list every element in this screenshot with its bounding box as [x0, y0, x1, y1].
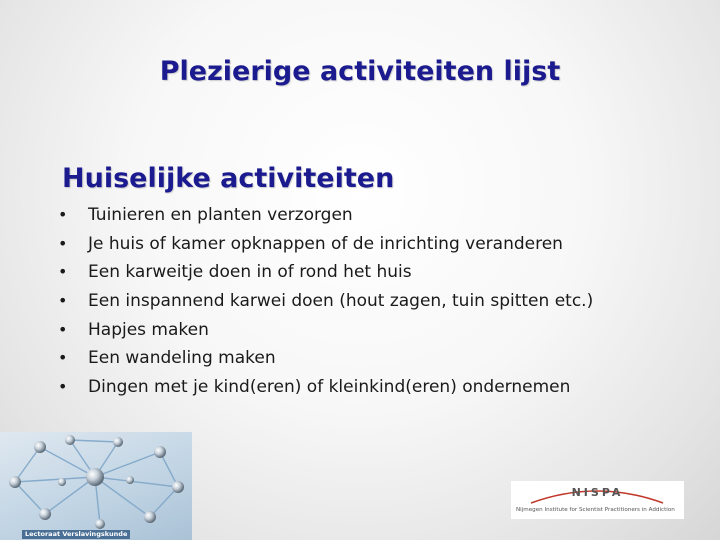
bullet-item	[58, 287, 593, 316]
bullet-list	[58, 201, 593, 402]
bullet-dot: •	[58, 319, 68, 339]
bullet-dot: •	[58, 377, 68, 397]
bullet-item	[58, 258, 593, 287]
bullet-text: Dingen met je kind(eren) of kleinkind(eren) ondernemen	[88, 377, 571, 398]
bullet-item	[58, 373, 593, 402]
bullet-dot: •	[58, 291, 68, 311]
bullet-item	[58, 201, 593, 230]
bullet-item	[58, 344, 593, 373]
bullet-text: Hapjes maken	[88, 319, 209, 340]
bullet-text: Je huis of kamer opknappen of de inrichting veranderen	[88, 233, 563, 254]
bullet-text: Een inspannend karwei doen (hout zagen, tuin spitten etc.)	[88, 291, 594, 312]
nispa-logo	[511, 481, 684, 519]
bullet-dot: •	[58, 205, 68, 224]
bullet-text: Een wandeling maken	[88, 348, 276, 369]
nispa-subtitle: Nijmegen Institute for Scientist Practitioners in Addiction	[516, 507, 675, 513]
bullet-text: Tuinieren en planten verzorgen	[88, 205, 353, 225]
network-graph-icon	[0, 432, 192, 532]
bullet-dot: •	[58, 262, 68, 282]
network-logo	[0, 432, 192, 540]
bullet-dot: •	[58, 233, 68, 253]
bullet-text: Een karweitje doen in of rond het huis	[88, 262, 412, 283]
slide-title: Plezierige activiteiten lijst	[159, 56, 561, 87]
bullet-item	[58, 230, 593, 259]
bullet-item	[58, 316, 593, 345]
bullet-dot: •	[58, 348, 68, 368]
nispa-name: NISPA	[571, 486, 624, 499]
section-heading: Huiselijke activiteiten	[62, 163, 395, 194]
network-logo-caption: Lectoraat Verslavingskunde	[22, 530, 130, 539]
